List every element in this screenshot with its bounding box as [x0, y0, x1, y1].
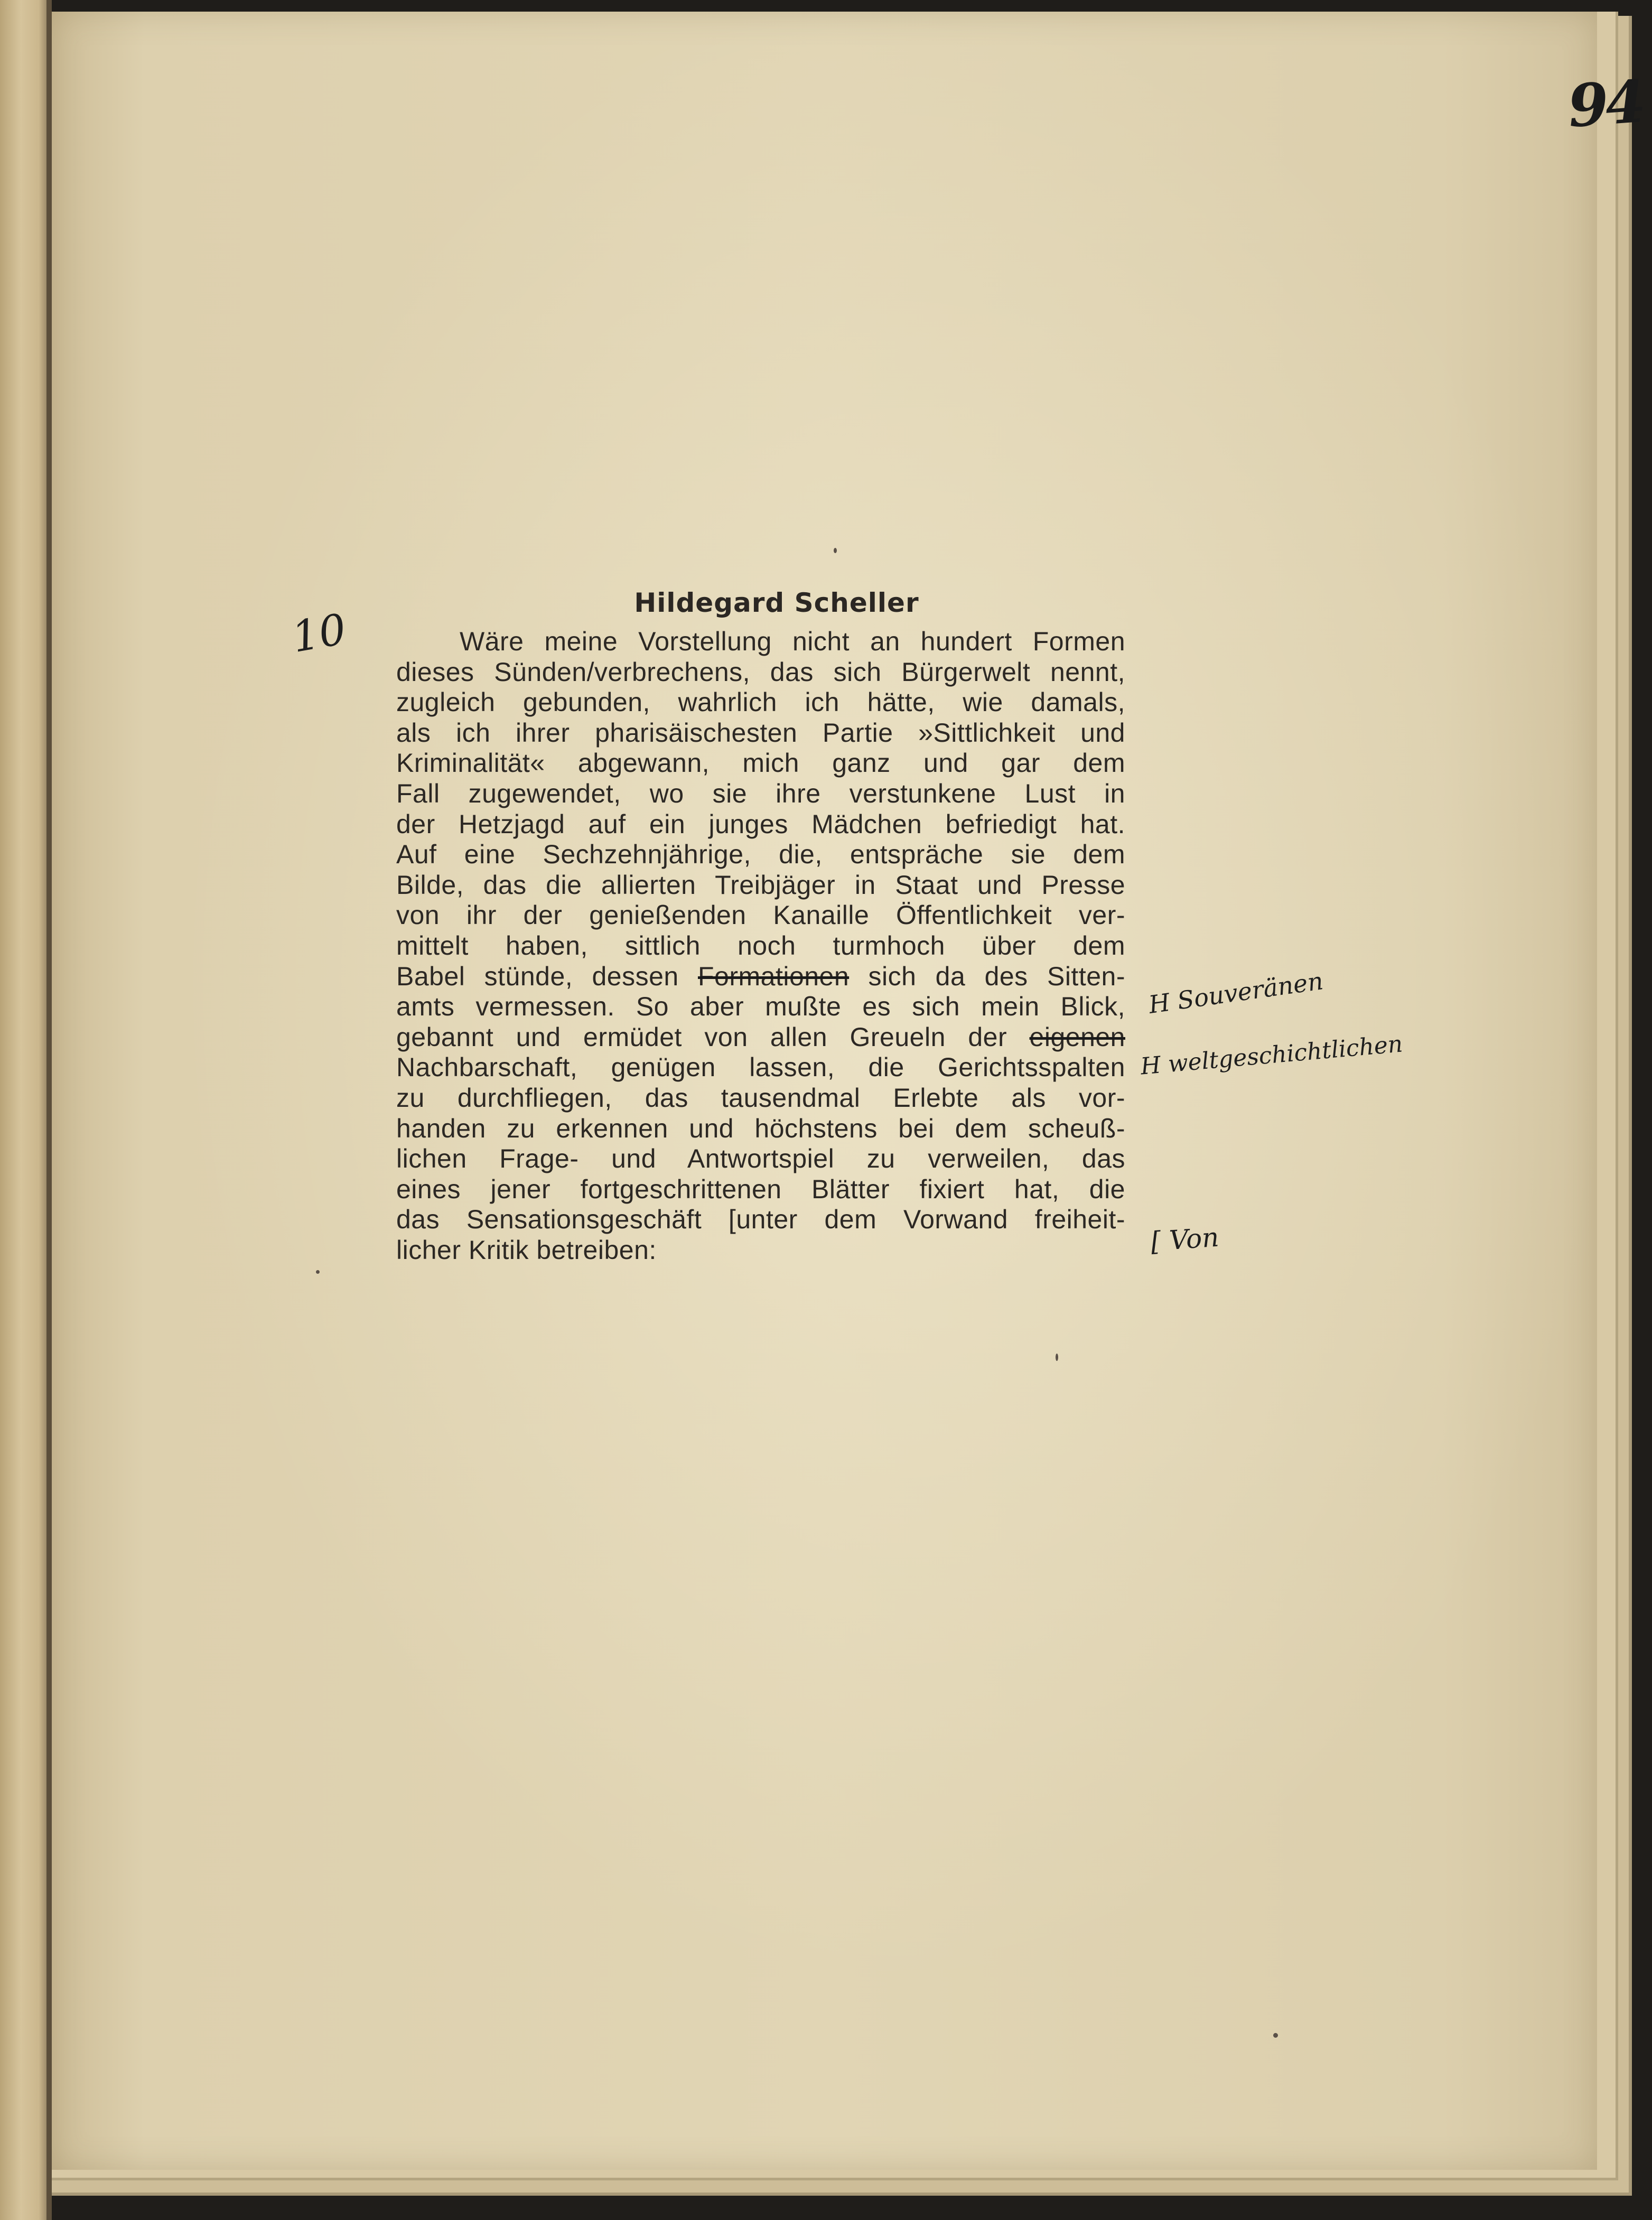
text-line-19: eines jener fortgeschrittenen Blätter fixiert hat, die — [396, 1174, 1125, 1204]
struck-word-formationen: Formationen — [697, 961, 850, 991]
text-line-8: Auf eine Sechzehnjährige, die, entspräche sie dem — [396, 840, 1125, 870]
paper-speck — [1273, 2033, 1278, 2038]
handwritten-margin-note-1: H Souveränen — [1146, 966, 1325, 1019]
text-line-12-start: Babel stünde, dessen — [396, 961, 698, 991]
text-line-6: Fall zugewendet, wo sie ihre verstunkene Lust in — [396, 778, 1125, 808]
text-line-10: von ihr der genießenden Kanaille Öffentlichkeit ver- — [396, 900, 1125, 930]
text-line-7: der Hetzjagd auf ein junges Mädchen befriedigt hat. — [396, 809, 1125, 839]
struck-word-eigenen: eigenen — [1029, 1022, 1125, 1052]
text-line-12 — [396, 962, 1125, 992]
paper-speck — [834, 548, 837, 553]
handwritten-margin-note-3: [ Von — [1150, 1221, 1220, 1257]
text-line-17: handen zu erkennen und höchstens bei dem scheuß- — [396, 1113, 1125, 1143]
paper-speck — [316, 1270, 320, 1274]
handwritten-left-mark: 10 — [288, 604, 350, 663]
text-line-16: zu durchfliegen, das tausendmal Erlebte als vor- — [396, 1083, 1125, 1113]
text-line-9: Bilde, das die allierten Treibjäger in Staat und Presse — [396, 870, 1125, 900]
text-line-18: lichen Frage- und Antwortspiel zu verweilen, das — [396, 1144, 1125, 1174]
handwritten-margin-note-2: H weltgeschichtlichen — [1139, 1030, 1404, 1080]
text-line-14-start: gebannt und ermüdet von allen Greueln der — [396, 1022, 1030, 1052]
article-text-block — [396, 587, 1125, 1265]
text-line-14 — [396, 1022, 1125, 1053]
book-binding — [0, 0, 52, 2220]
article-title: Hildegard Scheller — [634, 587, 919, 618]
text-line-2: dieses Sünden/verbrechens, das sich Bürgerwelt nennt, — [396, 657, 1125, 687]
paper-speck — [1056, 1354, 1058, 1361]
text-line-21: licher Kritik betreiben: — [396, 1235, 657, 1265]
text-line-12-end: sich da des Sitten- — [849, 961, 1125, 991]
text-line-3: zugleich gebunden, wahrlich ich hätte, wie damals, — [396, 687, 1125, 717]
text-line-20: das Sensationsgeschäft [unter dem Vorwand freiheit- — [396, 1205, 1125, 1235]
text-line-11: mittelt haben, sittlich noch turmhoch über dem — [396, 930, 1125, 960]
text-line-5: Kriminalität« abgewann, mich ganz und gar dem — [396, 748, 1125, 778]
text-line-1: Wäre meine Vorstellung nicht an hundert Formen — [460, 627, 1125, 656]
text-line-4: als ich ihrer pharisäischesten Partie »Sittlichkeit und — [396, 717, 1125, 748]
document-page — [52, 12, 1645, 2170]
text-line-13: amts vermessen. So aber mußte es sich mein Blick, — [396, 992, 1125, 1022]
text-line-15: Nachbarschaft, genügen lassen, die Gerichtsspalten — [396, 1052, 1125, 1083]
page-number: 94 — [1565, 67, 1645, 141]
